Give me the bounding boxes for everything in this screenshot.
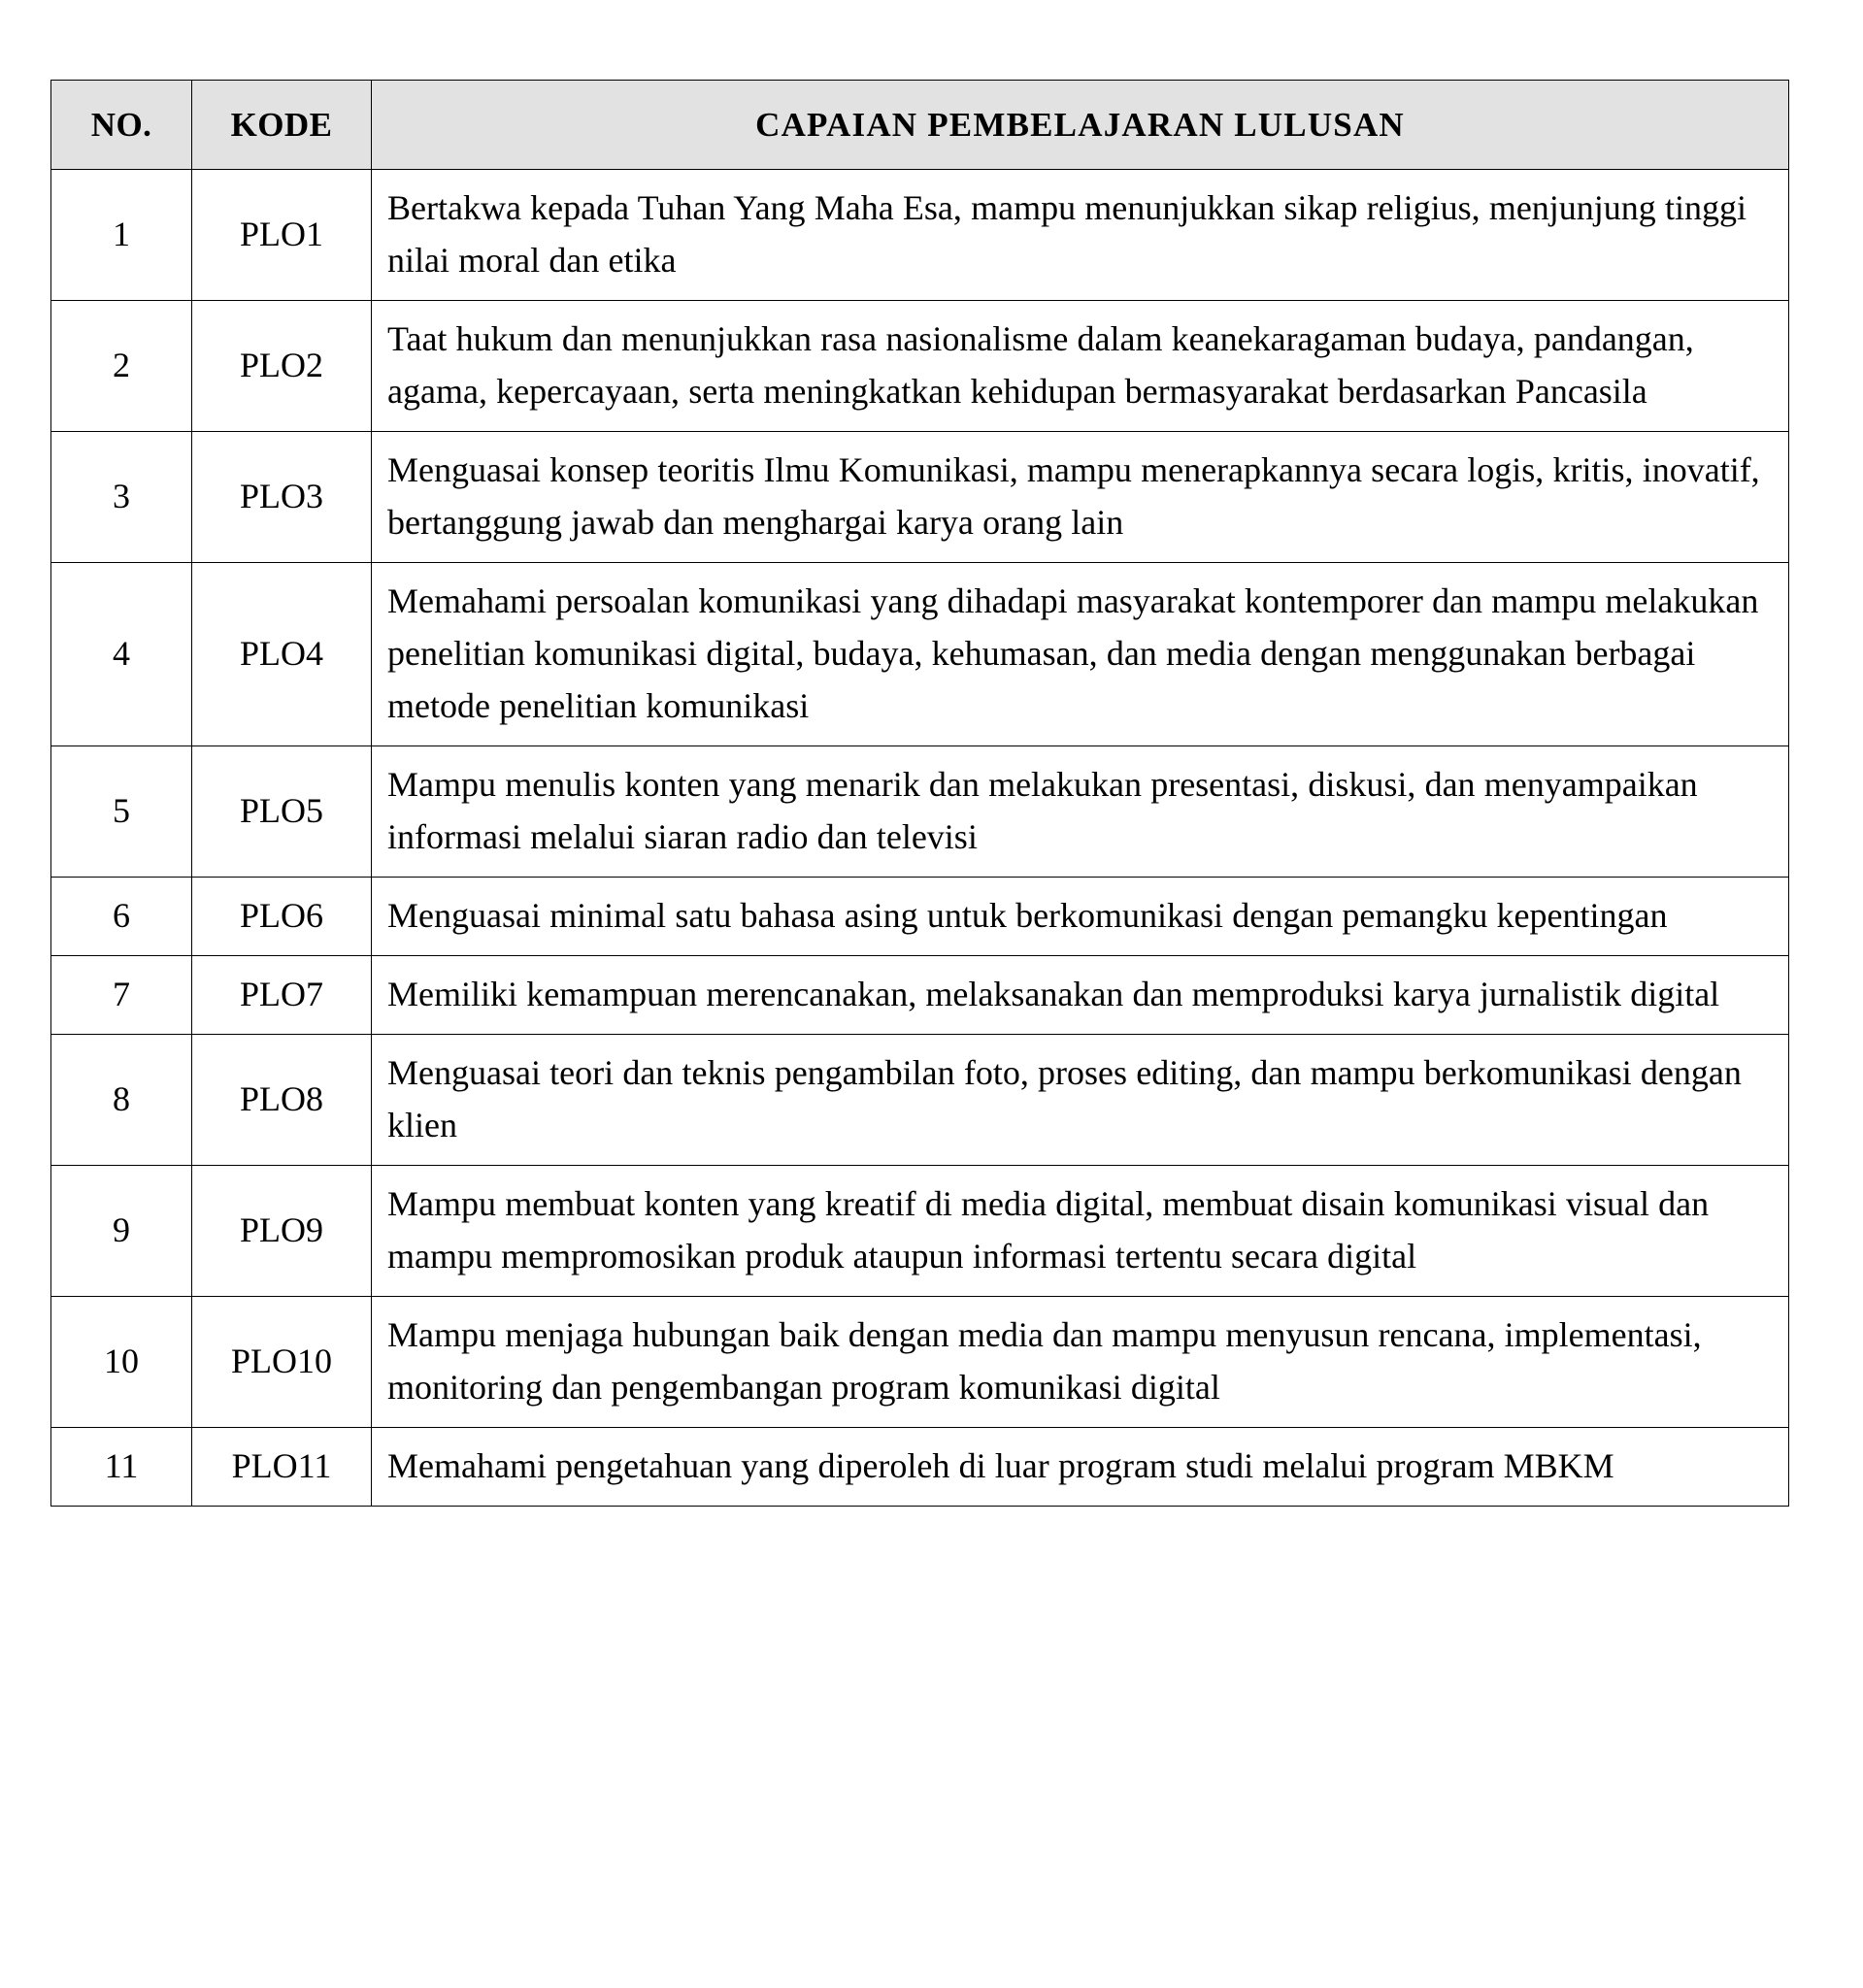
cell-capaian-pembelajaran: Mampu membuat konten yang kreatif di media digital, membuat disain komunikasi visual dan mampu mempromosikan produk ataupun informasi tertentu secara digital <box>372 1166 1789 1297</box>
cell-capaian-pembelajaran: Memahami persoalan komunikasi yang dihadapi masyarakat kontemporer dan mampu melakukan penelitian komunikasi digital, budaya, kehumasan, dan media dengan menggunakan berbagai metode penelitian komunikasi <box>372 563 1789 746</box>
cell-no: 6 <box>51 878 192 956</box>
cell-no: 11 <box>51 1428 192 1507</box>
table-row <box>51 1297 1789 1428</box>
cell-kode: PLO3 <box>192 432 372 563</box>
table-body <box>51 170 1789 1507</box>
table-header-row <box>51 81 1789 170</box>
table-row <box>51 878 1789 956</box>
cell-kode: PLO2 <box>192 301 372 432</box>
cell-no: 4 <box>51 563 192 746</box>
cell-no: 10 <box>51 1297 192 1428</box>
table-row <box>51 1035 1789 1166</box>
table-row <box>51 170 1789 301</box>
cell-no: 5 <box>51 746 192 878</box>
cell-capaian-pembelajaran: Memahami pengetahuan yang diperoleh di luar program studi melalui program MBKM <box>372 1428 1789 1507</box>
cell-kode: PLO7 <box>192 956 372 1035</box>
cell-capaian-pembelajaran: Mampu menjaga hubungan baik dengan media dan mampu menyusun rencana, implementasi, monitoring dan pengembangan program komunikasi digital <box>372 1297 1789 1428</box>
cell-capaian-pembelajaran: Taat hukum dan menunjukkan rasa nasionalisme dalam keanekaragaman budaya, pandangan, agama, kepercayaan, serta meningkatkan kehidupan bermasyarakat berdasarkan Pancasila <box>372 301 1789 432</box>
cell-no: 8 <box>51 1035 192 1166</box>
table-header <box>51 81 1789 170</box>
cell-capaian-pembelajaran: Menguasai minimal satu bahasa asing untuk berkomunikasi dengan pemangku kepentingan <box>372 878 1789 956</box>
cell-kode: PLO8 <box>192 1035 372 1166</box>
column-header-kode: KODE <box>192 81 372 170</box>
cell-capaian-pembelajaran: Menguasai teori dan teknis pengambilan foto, proses editing, dan mampu berkomunikasi dengan klien <box>372 1035 1789 1166</box>
cell-capaian-pembelajaran: Mampu menulis konten yang menarik dan melakukan presentasi, diskusi, dan menyampaikan informasi melalui siaran radio dan televisi <box>372 746 1789 878</box>
cell-kode: PLO10 <box>192 1297 372 1428</box>
cell-kode: PLO11 <box>192 1428 372 1507</box>
cell-kode: PLO1 <box>192 170 372 301</box>
column-header-cpl: CAPAIAN PEMBELAJARAN LULUSAN <box>372 81 1789 170</box>
column-header-no: NO. <box>51 81 192 170</box>
cell-kode: PLO9 <box>192 1166 372 1297</box>
cell-capaian-pembelajaran: Menguasai konsep teoritis Ilmu Komunikasi, mampu menerapkannya secara logis, kritis, inovatif, bertanggung jawab dan menghargai karya orang lain <box>372 432 1789 563</box>
cell-kode: PLO5 <box>192 746 372 878</box>
cell-no: 7 <box>51 956 192 1035</box>
table-row <box>51 432 1789 563</box>
cell-kode: PLO4 <box>192 563 372 746</box>
cell-capaian-pembelajaran: Bertakwa kepada Tuhan Yang Maha Esa, mampu menunjukkan sikap religius, menjunjung tinggi nilai moral dan etika <box>372 170 1789 301</box>
plo-table <box>50 80 1789 1507</box>
cell-capaian-pembelajaran: Memiliki kemampuan merencanakan, melaksanakan dan memproduksi karya jurnalistik digital <box>372 956 1789 1035</box>
table-row <box>51 301 1789 432</box>
cell-no: 2 <box>51 301 192 432</box>
table-row <box>51 746 1789 878</box>
table-row <box>51 1166 1789 1297</box>
cell-no: 3 <box>51 432 192 563</box>
cell-no: 9 <box>51 1166 192 1297</box>
table-row <box>51 1428 1789 1507</box>
cell-kode: PLO6 <box>192 878 372 956</box>
table-row <box>51 563 1789 746</box>
cell-no: 1 <box>51 170 192 301</box>
table-row <box>51 956 1789 1035</box>
